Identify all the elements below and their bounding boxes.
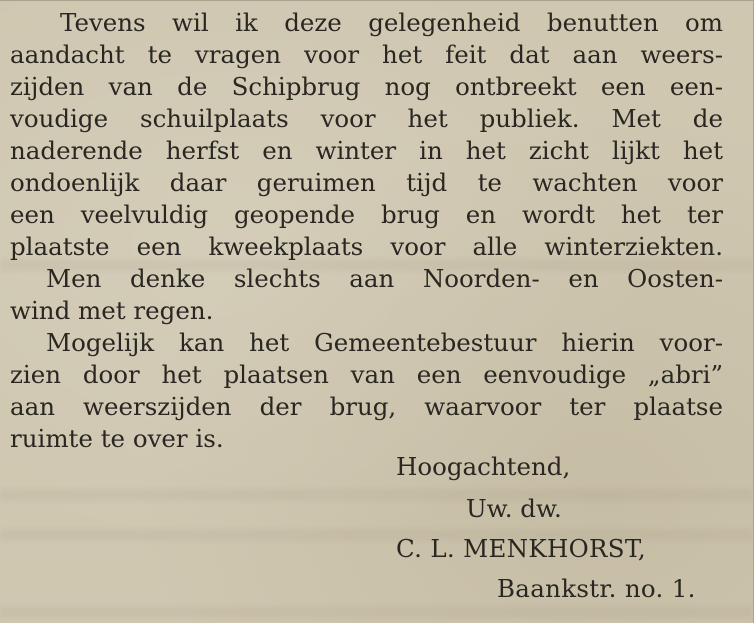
text-line: ondoenlijk daar geruimen tijd te wachten voor [10, 168, 723, 197]
text-line: Tevens wil ik deze gelegenheid benutten om [60, 8, 723, 37]
closing-abbrev: Uw. dw. [466, 494, 562, 523]
text-line: Mogelijk kan het Gemeentebestuur hierin voor- [46, 328, 723, 357]
text-line: ruimte te over is. [10, 424, 224, 453]
text-line: aan weerszijden der brug, waarvoor ter plaatse [10, 392, 723, 421]
text-line: zijden van de Schipbrug nog ontbreekt een een- [10, 72, 723, 101]
text-line: plaatste een kweekplaats voor alle winterziekten. [10, 232, 723, 261]
text-line: zien door het plaatsen van een eenvoudige „abri” [10, 360, 723, 389]
text-line: naderende herfst en winter in het zicht lijkt het [10, 136, 723, 165]
text-line: wind met regen. [10, 296, 214, 325]
show-through-shadow [0, 606, 753, 618]
address: Baankstr. no. 1. [497, 574, 696, 603]
closing: Hoogachtend, [396, 452, 571, 481]
text-line: voudige schuilplaats voor het publiek. Met de [10, 104, 723, 133]
text-line: aandacht te vragen voor het feit dat aan weers- [10, 40, 723, 69]
show-through-shadow [0, 489, 753, 501]
text-line: een veelvuldig geopende brug en wordt het ter [10, 200, 723, 229]
text-line: Men denke slechts aan Noorden- en Oosten- [46, 264, 723, 293]
signature: C. L. MENKHORST, [396, 534, 647, 563]
